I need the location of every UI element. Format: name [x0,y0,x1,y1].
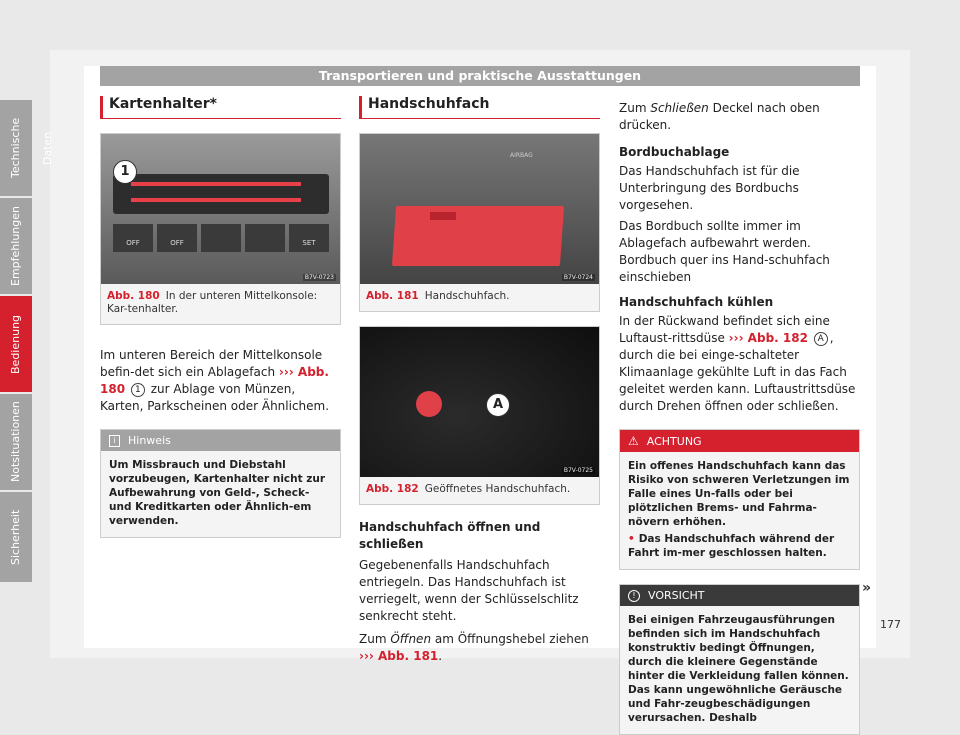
paragraph-bordbuch-1: Das Handschuhfach ist für die Unterbringung des Bordbuchs vorgesehen. [619,164,800,212]
figure-182-image [360,327,599,477]
airbag-label: AIRBAG [510,152,533,159]
image-code: B7V-0723 [304,274,334,281]
warning-triangle-icon: ⚠ [628,434,639,448]
button-off-1: OFF [113,224,153,252]
glovebox-lid [392,206,564,266]
figure-caption: Abb. 180 In der unteren Mittelkonsole: Kar-tenhalter. [107,290,318,315]
figure-181 [359,133,600,312]
link-abb-180[interactable]: ››› Abb. 180 [100,365,329,396]
tab-notsituationen[interactable]: Notsituationen [0,394,32,490]
paragraph-kuehlen: In der Rückwand befindet sich eine Luftaust-rittsdüse ››› Abb. 182 A , durch die bei einge-schalteter Klimaanlage gekühlte Luft in das Fach geleitet werden kann. Luftaustrittsdüse durch Drehen öffnen oder schließen. [619,314,856,413]
notice-title: Hinweis [128,434,171,447]
column-handschuhfach-continued [619,100,860,735]
subheading-kuehlen: Handschuhfach kühlen [619,295,774,309]
link-abb-181[interactable]: ››› Abb. 181 [359,649,439,663]
figure-180 [100,133,341,325]
continue-arrow-icon: » [862,580,872,596]
tab-sicherheit[interactable]: Sicherheit [0,492,32,582]
section-title-kartenhalter: Kartenhalter* [100,96,341,119]
paragraph-bordbuch-2: Das Bordbuch sollte immer im Ablagefach aufbewahrt werden. Bordbuch quer ins Hand-schuhfach einschieben [619,219,830,284]
button-set: SET [289,224,329,252]
image-code: B7V-0724 [563,274,593,281]
card-slot-lower [131,198,301,202]
subheading-bordbuchablage: Bordbuchablage [619,145,730,159]
section-title-handschuhfach: Handschuhfach [359,96,600,119]
notice-vorsicht [619,584,860,735]
notice-body: Bei einigen Fahrzeugausführungen befinden sich im Handschuhfach konstruktiv bedingt Öffnungen, durch die kleinere Gegenstände hinter die Verkleidung fallen können. Das kann ungewöhnliche Geräusche und Fahr-zeugbeschädigungen verursachen. Deshalb [628,614,849,724]
paragraph-entriegeln: Gegebenenfalls Handschuhfach entriegeln. Das Handschuhfach ist verriegelt, wenn der Schlüsselschlitz senkrecht steht. [359,558,579,623]
image-code: B7V-0725 [563,467,593,474]
callout-a: A [486,393,510,417]
subheading-oeffnen: Handschuhfach öffnen und schließen [359,520,541,551]
bullet-icon: • [628,533,635,545]
kartenhalter-text: Im unteren Bereich der Mittelkonsole befin-det sich ein Ablagefach ››› Abb. 180 1 zur Ablage von Münzen, Karten, Parkscheinen oder Ähnlichem. [100,348,330,413]
page-header: Transportieren und praktische Ausstattungen [100,66,860,86]
air-vent-nozzle [416,391,442,417]
caution-circle-icon: ! [628,590,640,602]
circle-1-icon: 1 [131,383,145,397]
notice-achtung [619,429,860,570]
link-abb-182[interactable]: ››› Abb. 182 [728,331,808,345]
info-icon: i [109,435,120,447]
figure-182 [359,326,600,505]
page-number: 177 [880,618,901,631]
tab-technische-daten[interactable]: Technische Daten [0,100,32,196]
notice-hinweis [100,429,341,538]
notice-title: VORSICHT [648,589,705,602]
column-handschuhfach [359,96,600,665]
column-kartenhalter [100,96,341,538]
opening-lever [430,212,456,220]
paragraph-schliessen: Zum Schließen Deckel nach oben drücken. [619,101,820,132]
card-slot-upper [131,182,301,186]
notice-title: ACHTUNG [646,434,702,448]
tab-empfehlungen[interactable]: Empfehlungen [0,198,32,294]
paragraph-oeffnen: Zum Öffnen am Öffnungshebel ziehen ››› Abb. 181. [359,632,589,663]
circle-a-icon: A [814,332,828,346]
figure-caption: Abb. 181 Handschuhfach. [366,290,510,302]
notice-body: Um Missbrauch und Diebstahl vorzubeugen, Kartenhalter nicht zur Aufbewahrung von Geld-, Scheck- und Kreditkarten oder Ähnlich-em verwenden. [109,459,326,527]
figure-caption: Abb. 182 Geöffnetes Handschuhfach. [366,483,571,495]
notice-body: Ein offenes Handschuhfach kann das Risiko von schweren Verletzungen im Falle eines Un-falls oder bei plötzlichen Brems- und Fahrma-növern erhöhen. • Das Handschuhfach während der Fahrt im-mer geschlossen halten. [628,460,850,559]
callout-1: 1 [113,160,137,184]
figure-180-image [101,134,340,284]
figure-181-image [360,134,599,284]
tab-bedienung[interactable]: Bedienung [0,296,32,392]
button-off-2: OFF [157,224,197,252]
